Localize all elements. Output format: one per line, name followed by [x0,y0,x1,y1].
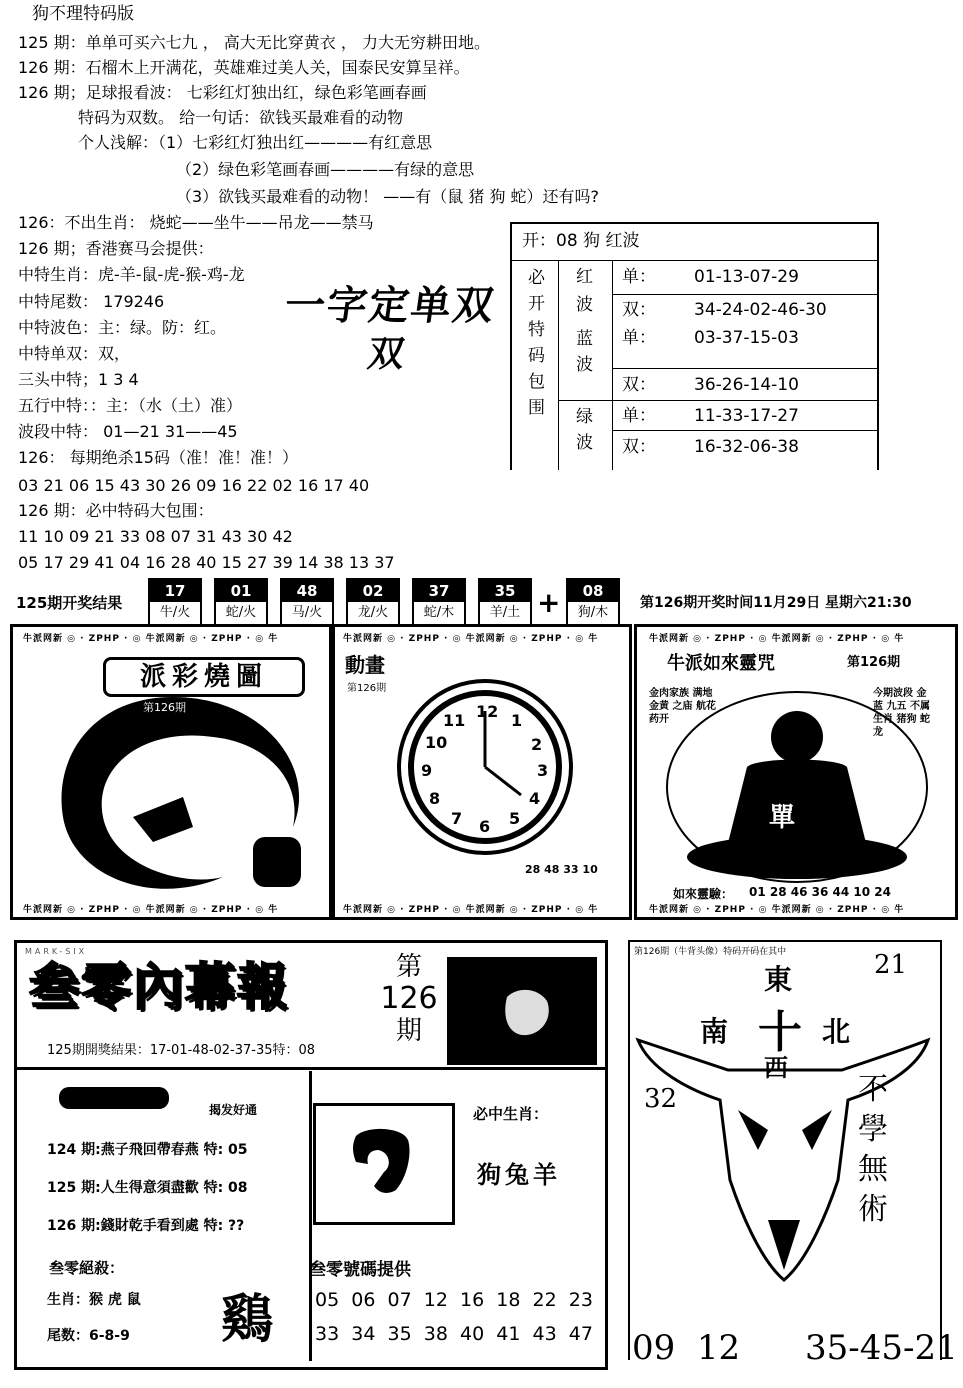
watermark-text: MARK-SIX [25,947,88,956]
issue-vertical [373,951,445,1047]
special-ball [566,578,620,626]
panel-title: 派彩燒圖 [103,657,305,697]
big-char: 鷄 [221,1289,274,1350]
east-char: 東 [764,963,793,996]
frame-text: 牛派网新 ◎ · ZPHP · ◎ 牛派网新 ◎ · ZPHP · ◎ 牛 [23,634,279,644]
bixiao-value: 狗兔羊 [477,1161,561,1189]
next-draw-time: 第126期开奖时间11月29日 星期六21:30 [640,595,912,611]
text-line: （3）欲钱买最难看的动物！ ——有（鼠 猪 狗 蛇）还有吗? [176,187,600,206]
result-ball [148,578,202,626]
west-char: 西 [764,1053,788,1082]
clock-face [395,677,575,857]
even-numbers: 16-32-06-38 [694,437,799,457]
text-line: 126： 每期绝杀15码（准！准！准！） [18,448,298,467]
bull-photo [447,957,597,1065]
panel-subtitle: 第126期 [143,701,186,714]
number-line: 03 21 06 15 43 30 26 09 16 22 02 16 17 40 [18,476,370,495]
panel-rulai [634,624,958,920]
history-box [23,1071,312,1361]
wave-color-char: 波 [576,295,593,315]
history-line: 124 期:燕子飛回帶春燕 特: 05 [47,1142,248,1158]
text-line: 126 期；足球报看波： 七彩红灯独出红，绿色彩笔画春画 [18,83,427,102]
text-line: 126 期：必中特码大包围： [18,501,214,520]
text-line: 126 期：石榴木上开满花，英雄难过美人关，国泰民安算呈祥。 [18,58,470,77]
frame-text: 牛派网新 ◎ · ZPHP · ◎ 牛派网新 ◎ · ZPHP · ◎ 牛 [343,634,599,644]
clock-numeral: 6 [479,817,491,836]
ball-zodiac: 马/火 [291,605,323,620]
ball-number: 35 [480,580,530,602]
clock-numeral: 7 [451,809,463,828]
header-title: 狗不理特码版 [32,4,134,24]
handwritten-note: 一字定单双 [281,282,499,329]
number-line: 05 17 29 41 04 16 28 40 15 27 39 14 38 13 37 [18,553,395,572]
clock-numeral: 9 [421,761,433,780]
clock-numeral: 3 [537,761,549,780]
ball-zodiac: 蛇/木 [423,605,455,620]
frame-text: 牛派网新 ◎ · ZPHP · ◎ 牛派网新 ◎ · ZPHP · ◎ 牛 [23,905,279,915]
panel-title: 動畫 [345,653,385,677]
panel-subtitle: 第126期 [347,683,387,694]
number-32: 32 [644,1084,678,1114]
side-label-char: 特 [528,320,545,340]
number-line: 11 10 09 21 33 08 07 31 43 30 42 [18,527,293,546]
result-ball [412,578,466,626]
phrase-char: 學 [858,1112,888,1147]
clock-numeral: 4 [529,789,541,808]
odd-numbers: 01-13-07-29 [694,267,799,287]
even-label: 双： [622,437,656,457]
ball-number: 37 [414,580,464,602]
wave-color-char: 绿 [576,407,593,427]
even-label: 双： [622,375,656,395]
numbers-row: 05 06 07 12 16 18 22 23 [315,1289,593,1311]
text-line: 126 期；香港赛马会提供： [18,239,214,258]
wave-color-char: 红 [576,267,593,287]
ball-number: 48 [282,580,332,602]
text-line: 波段中特： 01—21 31——45 [18,422,238,441]
issue-char: 第 [395,952,422,982]
clock-numeral: 5 [509,809,521,828]
side-label-char: 围 [528,398,545,418]
clock-numeral: 10 [425,733,448,752]
plus-sign: + [537,586,561,619]
ten-char: 十 [758,1007,802,1058]
swirl-figure [33,687,323,907]
handwritten-note-2: 双 [365,333,407,375]
ball-number: 02 [348,580,398,602]
clock-numeral: 8 [429,789,441,808]
text-line: 五行中特：：主：（水（土）准） [18,396,243,415]
frame-text: 牛派网新 ◎ · ZPHP · ◎ 牛派网新 ◎ · ZPHP · ◎ 牛 [649,905,905,915]
panel-right-text: 今期波段 金蓝 九五 不属生肖 猪狗 蛇龙 [873,688,930,738]
south-char: 南 [700,1015,729,1048]
side-label-char: 码 [528,346,545,366]
odd-label: 单： [622,406,656,426]
result-line: 125期開獎結果：17-01-48-02-37-35特：08 [47,1043,316,1058]
newspaper-title: 叁零內幕報 [29,958,289,1016]
panel-clock [332,624,632,920]
even-numbers: 34-24-02-46-30 [694,300,827,320]
panel-foot-label: 如來靈驗： [673,887,734,901]
odd-label: 单： [622,328,656,348]
open-result: 开：08 狗 红波 [522,231,640,251]
result-ball [214,578,268,626]
result-ball [280,578,334,626]
results-label: 125期开奖结果 [16,594,123,612]
clock-numeral: 1 [511,711,523,730]
text-line: 中特生肖：虎-羊-鼠-虎-猴-鸡-龙 [18,265,245,284]
panel-foot-numbers: 01 28 46 36 44 10 24 [749,885,891,899]
panel-left-text: 金肉家族 满地金黄 之庙 航花药开 [649,688,716,725]
bull-skull-panel [628,940,958,1374]
ball-zodiac: 狗/木 [577,605,609,620]
side-label-char: 包 [528,372,545,392]
even-numbers: 36-26-14-10 [694,375,799,395]
north-char: 北 [822,1015,851,1048]
panel-issue: 第126期 [847,655,901,670]
tail-kill: 尾数：6-8-9 [47,1328,130,1344]
bottom-numbers: 09 12 35-45-21 [632,1328,958,1368]
text-line: 三头中特；1 3 4 [18,370,139,389]
ball-number: 08 [568,580,618,602]
wave-color-char: 蓝 [576,329,593,349]
issue-char: 期 [395,1016,422,1046]
bixiao-label: 必中生肖： [473,1105,549,1123]
text-line: （2）绿色彩笔画春画————有绿的意思 [176,160,475,179]
special-number-table [510,222,879,470]
odd-numbers: 03-37-15-03 [694,328,799,348]
phrase-char: 術 [858,1192,888,1227]
odd-label: 单： [622,267,656,287]
clock-numeral: 2 [531,735,543,754]
wave-color-char: 波 [576,355,593,375]
side-label-char: 必 [528,268,545,288]
frame-text: 牛派网新 ◎ · ZPHP · ◎ 牛派网新 ◎ · ZPHP · ◎ 牛 [649,634,905,644]
phrase-char: 不 [858,1072,888,1107]
panel-paicai [10,624,332,920]
frame-text: 牛派网新 ◎ · ZPHP · ◎ 牛派网新 ◎ · ZPHP · ◎ 牛 [343,905,599,915]
text-line: 中特波色：主：绿。防：红。 [18,318,227,337]
panel-title: 牛派如來靈咒 [667,653,775,674]
panel-center-char: 單 [769,803,796,833]
zodiac-kill: 生肖：猴 虎 鼠 [47,1292,141,1308]
text-line: 125 期：单单可买六七九 ， 高大无比穿黄衣 ， 力大无穷耕田地。 [18,33,490,52]
shazhu-label: 叁零絕殺： [49,1259,125,1277]
history-line: 125 期:人生得意須盡歡 特: 08 [47,1180,248,1196]
text-line: 126：不出生肖： 烧蛇——坐牛——吊龙——禁马 [18,213,374,232]
clock-numbers: 28 48 33 10 [525,863,598,876]
tag-label: 揭发好通 [209,1103,258,1117]
odd-numbers: 11-33-17-27 [694,406,799,426]
silhouette-box [313,1103,455,1225]
badge-shape [59,1087,169,1109]
ball-zodiac: 羊/土 [489,605,521,620]
result-ball [346,578,400,626]
skull-caption: 第126期（牛背头像）特码开码在其中 [634,947,787,957]
wave-color-char: 波 [576,433,593,453]
phrase-char: 無 [858,1152,888,1187]
side-label-char: 开 [528,294,545,314]
numbers-row: 33 34 35 38 40 41 43 47 [315,1323,593,1345]
ball-zodiac: 蛇/火 [225,605,257,620]
text-line: 中特尾数： 179246 [18,292,165,311]
history-line: 126 期:錢財乾手看到處 特: ?? [47,1218,245,1234]
numbers-title: 叁零號碼提供 [309,1260,411,1280]
clock-numeral: 12 [476,702,499,721]
text-line: 中特单双：双， [18,344,131,363]
sanling-newspaper [14,940,608,1370]
ball-zodiac: 牛/火 [159,605,191,620]
result-ball [478,578,532,626]
issue-number: 126 [380,981,438,1016]
ball-number: 17 [150,580,200,602]
text-line: 特码为双数。 给一句话：欲钱买最难看的动物 [78,108,404,127]
vertical-phrase [858,1070,888,1230]
clock-numeral: 11 [443,711,466,730]
number-21: 21 [874,950,908,980]
even-label: 双： [622,300,656,320]
text-line: 个人浅解：（1）七彩红灯独出红————有红意思 [78,133,433,152]
ball-number: 01 [216,580,266,602]
ball-zodiac: 龙/火 [357,605,389,620]
